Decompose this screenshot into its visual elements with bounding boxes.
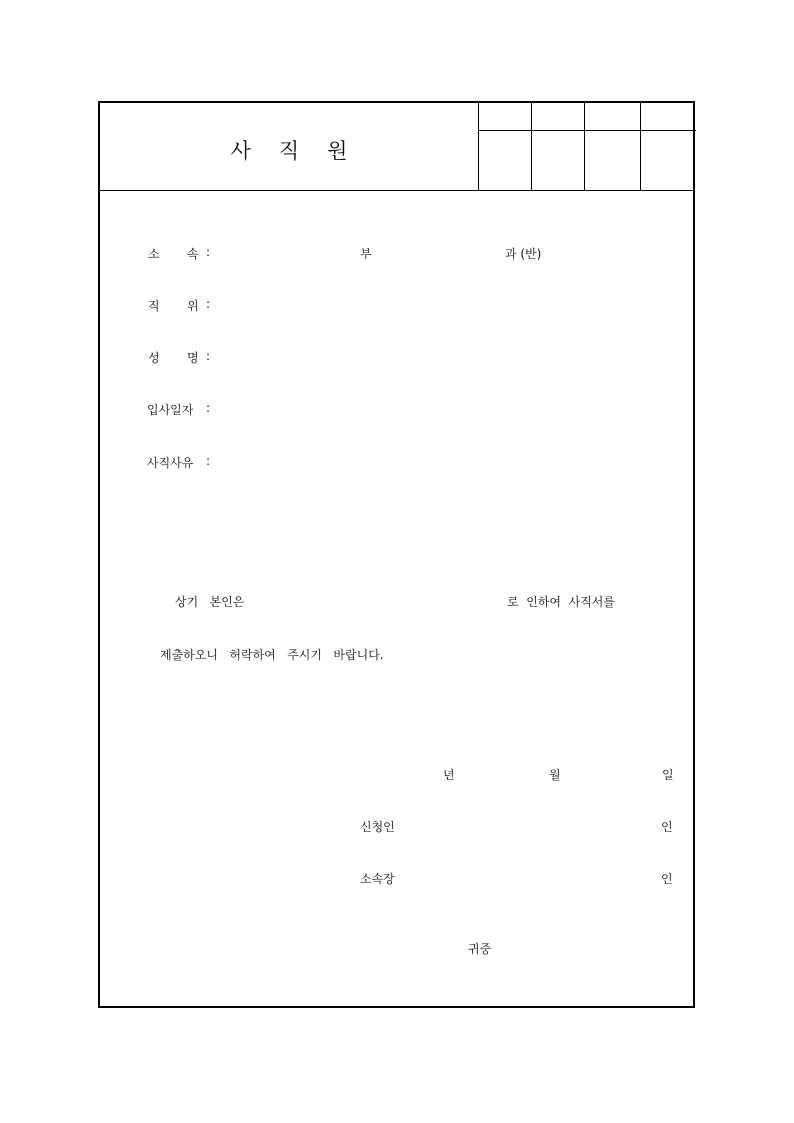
head-label: 소속장 [360,872,395,886]
title-char: 직 [278,139,300,163]
applicant-seal: 인 [661,820,673,834]
date-year: 년 [443,768,455,782]
name-label-a: 성 [148,351,160,365]
resignation-form [98,101,695,1008]
affiliation-label-b: 속 [187,247,199,261]
affiliation-label-a: 소 [148,247,160,261]
join-date-label: 입사일자 [147,403,194,417]
join-date-colon: : [206,401,211,415]
date-month: 월 [549,768,561,782]
name-label-b: 명 [187,351,199,365]
form-title [100,135,478,165]
approval-sign-cell[interactable] [585,131,641,190]
approval-sign-cell[interactable] [479,131,532,190]
title-char: 사 [230,139,251,163]
applicant-label: 신청인 [360,820,395,834]
approval-sign-cell[interactable] [532,131,585,190]
approval-sign-cell[interactable] [641,131,696,190]
header-divider [100,190,693,191]
date-day: 일 [662,768,674,782]
position-colon: : [206,297,211,311]
reason-colon: : [206,454,211,468]
statement-line1-end: 로 인하여 사직서를 [507,595,615,609]
head-seal: 인 [661,872,673,886]
approval-header-cell [641,103,696,131]
reason-label: 사직사유 [147,456,194,470]
approval-grid [478,103,696,190]
statement-line2: 제출하오니 허락하여 주시기 바랍니다. [160,648,384,662]
position-label-a: 직 [148,299,160,313]
affiliation-colon: : [206,245,211,259]
approval-header-cell [585,103,641,131]
section-unit: 과 (반) [505,247,542,261]
name-colon: : [206,349,211,363]
department-unit: 부 [360,247,372,261]
statement-line1-start: 상기 본인은 [175,595,245,609]
title-char: 원 [327,139,348,163]
recipient: 귀중 [468,942,492,956]
approval-header-cell [532,103,585,131]
position-label-b: 위 [187,299,199,313]
approval-header-cell [479,103,532,131]
